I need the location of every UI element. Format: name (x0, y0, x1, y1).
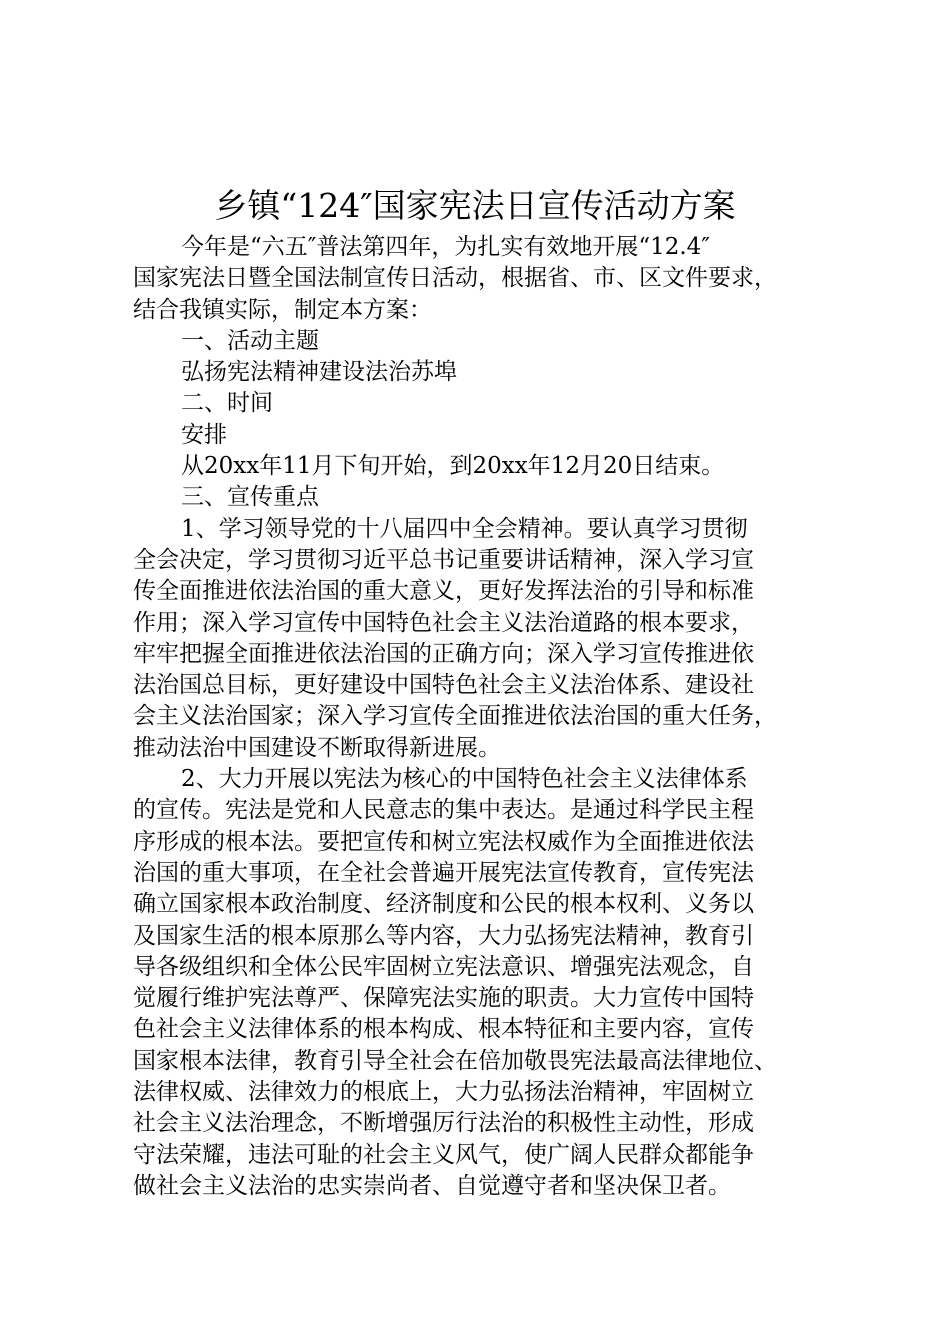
text-line: 牢牢把握全面推进依法治国的正确方向；深入学习宣传推进依 (133, 640, 754, 667)
text-line: 做社会主义法治的忠实崇尚者、自觉遵守者和坚决保卫者。 (133, 1172, 731, 1199)
text-line: 国家宪法日暨全国法制宣传日活动，根据省、市、区文件要求， (133, 265, 777, 292)
text-line: 安排 (181, 421, 227, 448)
text-line: 国家根本法律，教育引导全社会在倍加敬畏宪法最高法律地位、 (133, 1047, 777, 1074)
text-line: 二、时间 (181, 390, 273, 417)
text-line: 全会决定，学习贯彻习近平总书记重要讲话精神，深入学习宣 (133, 546, 754, 573)
text-line: 社会主义法治理念，不断增强厉行法治的积极性主动性，形成 (133, 1110, 754, 1137)
document-body (133, 232, 833, 1202)
text-line: 法治国总目标，更好建设中国特色社会主义法治体系、建设社 (133, 672, 754, 699)
text-line: 传全面推进依法治国的重大意义，更好发挥法治的引导和标准 (133, 578, 754, 605)
text-line: 的宣传。宪法是党和人民意志的集中表达。是通过科学民主程 (133, 797, 754, 824)
text-line: 1、学习领导党的十八届四中全会精神。要认真学习贯彻 (181, 515, 748, 542)
text-line: 觉履行维护宪法尊严、保障宪法实施的职责。大力宣传中国特 (133, 985, 754, 1012)
text-line: 确立国家根本政治制度、经济制度和公民的根本权利、义务以 (133, 891, 754, 918)
text-line: 会主义法治国家；深入学习宣传全面推进依法治国的重大任务， (133, 703, 777, 730)
text-line: 三、宣传重点 (181, 484, 319, 511)
text-line: 推动法治中国建设不断取得新进展。 (133, 734, 501, 761)
text-line: 导各级组织和全体公民牢固树立宪法意识、增强宪法观念，自 (133, 953, 754, 980)
text-line: 序形成的根本法。要把宣传和树立宪法权威作为全面推进依法 (133, 828, 754, 855)
text-line: 弘扬宪法精神建设法治苏埠 (181, 359, 457, 386)
text-line: 从20xx年11月下旬开始，到20xx年12月20日结束。 (181, 453, 725, 480)
text-line: 一、活动主题 (181, 327, 319, 354)
text-line: 及国家生活的根本原那么等内容，大力弘扬宪法精神，教育引 (133, 922, 754, 949)
text-line: 今年是“六五″普法第四年，为扎实有效地开展“12.4″ (181, 234, 710, 260)
text-line: 2、大力开展以宪法为核心的中国特色社会主义法律体系 (181, 766, 748, 793)
text-line: 作用；深入学习宣传中国特色社会主义法治道路的根本要求， (133, 609, 754, 636)
text-line: 治国的重大事项，在全社会普遍开展宪法宣传教育，宣传宪法 (133, 859, 754, 886)
text-line: 结合我镇实际，制定本方案： (133, 296, 432, 323)
text-line: 色社会主义法律体系的根本构成、根本特征和主要内容，宣传 (133, 1016, 754, 1043)
text-line: 法律权威、法律效力的根底上，大力弘扬法治精神，牢固树立 (133, 1079, 754, 1106)
document-title: 乡镇“124″国家宪法日宣传活动方案 (214, 186, 736, 225)
text-line: 守法荣耀，违法可耻的社会主义风气，使广阔人民群众都能争 (133, 1141, 754, 1168)
